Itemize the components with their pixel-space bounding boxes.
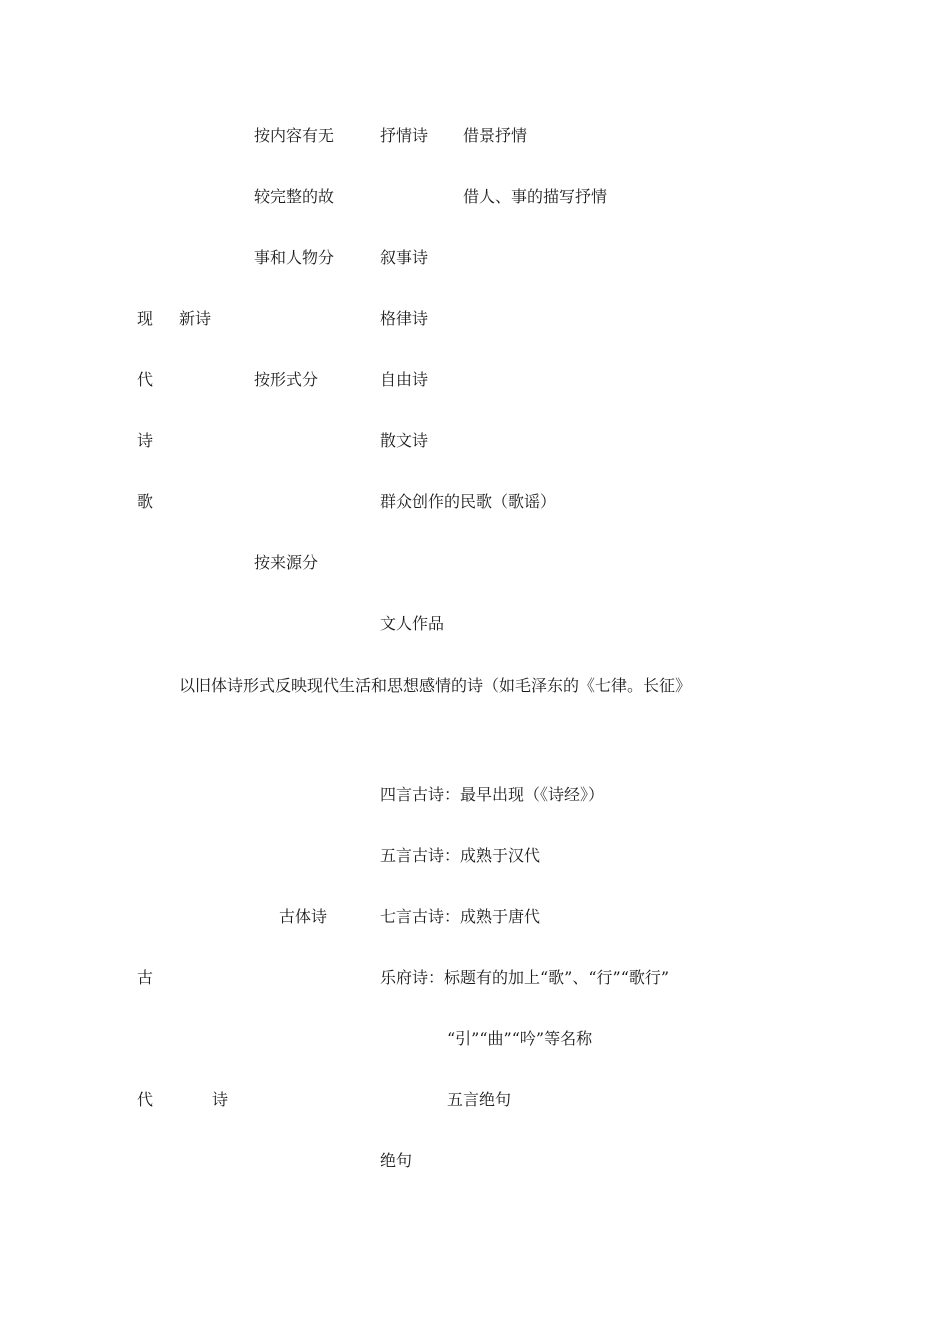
four-char-ancient-poem: 四言古诗：最早出现（《诗经》） xyxy=(380,785,605,804)
narrative-poem-label: 叙事诗 xyxy=(380,248,429,267)
classify-by-form: 按形式分 xyxy=(254,370,319,389)
new-poetry-label: 新诗 xyxy=(179,309,212,328)
lyric-people-label: 借人、事的描写抒情 xyxy=(463,187,608,206)
literati-works-label: 文人作品 xyxy=(380,614,445,633)
classify-by-emotion: 按内容有无 xyxy=(254,126,335,145)
old-style-poetry-label: 古体诗 xyxy=(279,907,328,926)
yuefu-poem-line2: “引”“曲”“吟”等名称 xyxy=(447,1029,593,1048)
classify-by-source: 按来源分 xyxy=(254,553,319,572)
prose-poem-label: 散文诗 xyxy=(380,431,429,450)
free-verse-label: 自由诗 xyxy=(380,370,429,389)
modern-vertical-char-4: 歌 xyxy=(137,492,154,511)
yuefu-poem-line1: 乐府诗：标题有的加上“歌”、“行”“歌行” xyxy=(380,968,670,987)
modern-vertical-char-3: 诗 xyxy=(137,431,154,450)
classify-by-story-line1: 较完整的故 xyxy=(254,187,335,206)
lyric-scene-label: 借景抒情 xyxy=(463,126,528,145)
ancient-vertical-char-3: 诗 xyxy=(212,1090,229,1109)
folk-song-label: 群众创作的民歌（歌谣） xyxy=(380,492,557,511)
five-char-ancient-poem: 五言古诗：成熟于汉代 xyxy=(380,846,541,865)
ancient-vertical-char-2: 代 xyxy=(137,1090,154,1109)
old-form-modern-note: 以旧体诗形式反映现代生活和思想感情的诗（如毛泽东的《七律。长征》 xyxy=(179,676,692,695)
classify-by-story-line2: 事和人物分 xyxy=(254,248,335,267)
ancient-vertical-char-1: 古 xyxy=(137,968,154,987)
quatrain-label: 绝句 xyxy=(380,1151,413,1170)
seven-char-ancient-poem: 七言古诗：成熟于唐代 xyxy=(380,907,541,926)
lyric-poem-label: 抒情诗 xyxy=(380,126,429,145)
five-char-quatrain-label: 五言绝句 xyxy=(447,1090,512,1109)
modern-vertical-char-2: 代 xyxy=(137,370,154,389)
modern-vertical-char-1: 现 xyxy=(137,309,154,328)
metrical-poem-label: 格律诗 xyxy=(380,309,429,328)
